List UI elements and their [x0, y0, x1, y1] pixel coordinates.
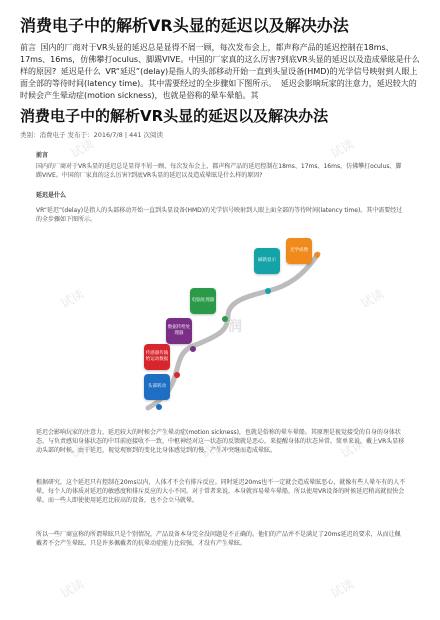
paragraph: 延迟会影响玩家的注意力，延迟较大的时候会产生晕动症(motion sickness)，也就是俗称的晕车晕船。其原理是视觉接受的自身的身体状态，与负责感知身体状态的中耳前庭接收不一致，中枢神经对这一状态的反馈就是恶心，来提醒身体的状态异常。简单来说，戴上VR头显移动头部的时候，由于延迟，视觉观察到的变化比身体感觉到的慢，产生冲突继而造成晕眩。: [36, 429, 405, 454]
step-dot: [314, 252, 320, 258]
step-label: 头部转动: [148, 384, 166, 389]
step-optical-imaging: [286, 238, 312, 264]
step-dot: [265, 288, 271, 294]
article-meta: 类别：消费电子 发布于：2016/7/8 | 441 次阅读: [20, 131, 164, 139]
watermark: 试读: [58, 576, 87, 601]
summary-text: 延迟会影响玩家的注意力，延迟较大的时候会产生晕动症(motion sickness)，也就是俗称的晕车晕船。其: [20, 79, 417, 100]
step-dot: [174, 372, 180, 378]
watermark: 试读: [328, 136, 357, 161]
summary: [20, 42, 420, 102]
watermark: 试读: [328, 576, 357, 601]
step-dot: [222, 316, 228, 322]
latency-pipeline-diagram: [108, 236, 338, 412]
step-data-transfer: [166, 318, 192, 344]
diagram-watermark: 润: [228, 319, 242, 335]
step-sensor: [144, 344, 170, 370]
article-title: 消费电子中的解析VR头显的延迟以及解决办法: [20, 107, 329, 125]
step-refresh-display: [254, 248, 280, 274]
watermark: 试读: [68, 436, 97, 461]
paragraph: 所以一些厂商宣称的所谓晕眩只是个别情况，产品设备本身完全没问题是不正确的。他们的产品并不是满足了20ms延迟的要求，从而让佩戴者不会产生晕眩。只是许多佩戴者的抗晕动症能力比较强，才没有产生晕眩。: [36, 531, 401, 547]
section-heading: 延迟是什么: [36, 192, 67, 199]
step-processor: [190, 288, 216, 314]
step-dot: [190, 346, 196, 352]
summary-text: 国内的厂商对于VR头显的延迟总是显得不屑一顾，每次发布会上，都声称产品的延迟控制在18ms、17ms、16ms，仿佛攀打oculus、脚踢VIVE。中国的厂家真的这么厉害?到底VR头显的延迟以及造成晕眩是什么样的原因?: [20, 43, 420, 76]
step-dot: [156, 404, 162, 410]
watermark: 试读: [358, 286, 387, 311]
watermark: 试读: [338, 436, 367, 461]
preface-heading: 前言: [36, 152, 49, 159]
summary-text: VR“延迟”(delay)是指人的头部移动开始一直到头显设备(HMD)的光学信号映射到人眼上面全部的等待时间(latency time)。其中需要经过的全步骤如下图所示。: [20, 67, 418, 88]
step-label: 数据传给处理器: [167, 325, 191, 336]
paragraph: 根据研究，这个延迟只有控制在20ms以内，人体才不会有排斥反应。同时延迟20ms也不一定就会造成晕眩恶心，就像有些人晕车有的人不晕，每个人的体质对延迟的敏感度和排斥反应的大小不同。对于常者来说，本身就容易晕车晕船，所以使用VR设备的时候延迟稍高就很快会晕。而一些人即使使用延迟比较高的设备，也不会立马就晕。: [36, 479, 406, 504]
step-head-turn: [144, 374, 170, 400]
step-label: 传感器传输给运动数据: [145, 351, 169, 362]
step-label: 刷新显示: [258, 258, 276, 263]
watermark: 试读: [198, 436, 227, 461]
paragraph: VR“延迟”(delay)是指人的头部移动开始一直到头显设备(HMD)的光学信号映射到人眼上面全部的等待时间(latency time)。其中需要经过的全步骤如下图所示。: [36, 207, 403, 223]
summary-label-preface: 前言: [20, 43, 36, 52]
paragraph: 国内的厂商对于VR头显的延迟总是显得不屑一顾，每次发布会上，都声称产品的延迟控制在18ms、17ms、16ms，仿佛攀打oculus、脚踢VIVE。中国的厂家真的这么厉害?到底VR头显的延迟以及造成晕眩是什么样的原因?: [36, 163, 402, 179]
watermark: 试读: [68, 136, 97, 161]
page-title: 消费电子中的解析VR头显的延迟以及解决办法: [20, 16, 349, 35]
summary-label-delay: 延迟是什么: [60, 67, 101, 76]
watermark: 试读: [58, 286, 87, 311]
step-label: 电脑处理器: [191, 298, 215, 303]
step-label: 光学成像: [290, 248, 308, 253]
